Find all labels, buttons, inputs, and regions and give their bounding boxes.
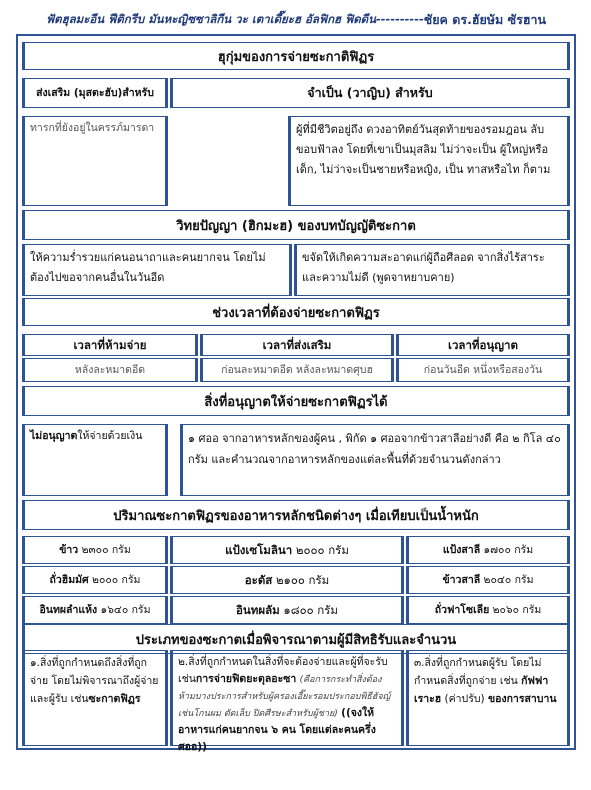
author-name: ชัยค ดร.ฮัยษัม ซัรฮาน	[423, 12, 547, 27]
section-weight-title: ปริมาณซะกาตฟิฏรของอาหารหลักชนิดต่างๆ เมื่อเทียบเป็นน้ำหนัก	[22, 500, 570, 530]
weight-chickpea	[22, 566, 168, 594]
food-name: ข้าว	[59, 544, 79, 556]
food-name: อะดัส	[244, 573, 273, 587]
obligatory-body: ผู้ที่มีชีวิตอยู่ถึง ดวงอาทิตย์วันสุดท้ายของรอมฎอน ลับขอบฟ้าลง โดยที่เขาเป็นมุสลิม ไม่ว่าจะเป็น ผู้ใหญ่หรือเด็ก, ไม่ว่าจะเป็นชายหรือหญิง, เป็น ทาสหรือไท ก็ตาม	[288, 116, 570, 206]
type-1-bold: ซะกาตฟิฏร	[88, 693, 141, 705]
time-val-recommended: ก่อนละหมาดอีด หลังละหมาดศุบฮ	[200, 358, 394, 382]
section-wisdom-title: วิทยปัญญา (ฮิกมะฮ) ของบทบัญญัติซะกาต	[22, 210, 570, 240]
obligatory-header: จำเป็น (วาญิบ) สำหรับ	[170, 78, 570, 108]
type-2-bold: การจ่ายฟิดยะตุลอะซา	[195, 673, 297, 685]
food-weight: ๑๘๐๐ กรัม	[283, 603, 338, 617]
book-title: ฟัตฮุลมะอีน ฟีติกรีบ มันหะญิซซาลิกีน วะ เตาเดี๊ยะฮ อัลฟิกฮ ฟิดดีน----------	[45, 12, 424, 26]
time-val-forbidden: หลังละหมาดอีด	[22, 358, 198, 382]
allowed-right: ๑ ศออ จากอาหารหลักของผู้คน , พิกัด ๑ ศออจากข้าวสาลีอย่างดี คือ ๒ กิโล ๔๐ กรัม และคำนวณจากอาหารหลักของแต่ละพื้นที่ด้วยจำนวนดังกล่าว	[180, 424, 570, 496]
weight-semolina	[170, 536, 404, 564]
food-name: ข้าวสาลี	[442, 574, 481, 586]
weight-dried-dates	[22, 596, 168, 624]
wisdom-left: ให้ความร่ำรวยแก่คนอนาถาและคนยากจน โดยไม่ต้องไปขอจากคนอื่นในวันอีด	[22, 244, 292, 296]
time-col-recommended: เวลาที่ส่งเสริม	[200, 334, 394, 356]
time-col-permitted: เวลาที่อนุญาต	[396, 334, 570, 356]
weight-wheat	[406, 566, 570, 594]
food-weight: ๒๐๐๐ กรัม	[92, 574, 141, 586]
type-2-bold2: ((จงให้อาหารแก่คนยากจน ๖ คน โดยแต่ละคนครึ่งศออ))	[178, 707, 376, 753]
type-3-bold2: ของการสาบาน	[487, 693, 557, 705]
food-name: ถั่วฮิมมัศ	[49, 574, 89, 586]
section-ruling-title: ฮุกุ่มของการจ่ายซะกาติฟิฏร	[22, 42, 570, 70]
food-weight: ๒๓๐๐ กรัม	[81, 544, 131, 556]
wisdom-right: ขจัดให้เกิดความสะอาดแก่ผู้ถือศีลอด จากสิ่งไร้สาระและความไม่ดี (พูดจาหยาบคาย)	[294, 244, 570, 296]
type-2-text: ๒.สิ่งที่ถูกกำหนดในสิ่งที่จะต้องจ่ายและผู้ที่จะรับ เช่น	[178, 656, 388, 685]
food-weight: ๒๐๖๐ กรัม	[492, 604, 542, 616]
section-allowed-title: สิ่งที่อนุญาตให้จ่ายซะกาตฟิฏรได้	[22, 386, 570, 416]
type-2	[170, 650, 404, 753]
food-weight: ๑๖๔๐ กรัม	[100, 604, 151, 616]
type-3-bold: กัฟฟาเราะฮ	[414, 675, 549, 705]
food-name: อินทผลำแห้ง	[39, 604, 98, 616]
page-header	[16, 8, 576, 32]
type-3	[406, 650, 570, 746]
weight-dates	[170, 596, 404, 624]
food-weight: ๒๑๐๐ กรัม	[275, 573, 330, 587]
weight-lentil	[170, 566, 404, 594]
recommended-header: ส่งเสริม (มุสตะฮับ)สำหรับ	[22, 78, 168, 108]
not-allowed-text: ให้จ่ายด้วยเงิน	[77, 430, 143, 442]
section-types-title: ประเภทของซะกาตเมื่อพิจารณาตามผู้มีสิทธิรับและจำนวน	[22, 624, 570, 654]
weight-rice	[22, 536, 168, 564]
food-name: ถั่วฟาโซเลีย	[434, 604, 490, 616]
type-2-note: (คือการกระทำสิ่งต้องห้ามบางประการสำหรับผู้ครองเอี๊ยะรอมประกอบพิธีฮัจญ์ เช่นโกนผม ตัดเล็บ ปิดศีรษะสำหรับผู้ชาย)	[178, 675, 391, 719]
food-name: แป้งเซโมลินา	[225, 543, 293, 557]
allowed-left	[22, 424, 168, 496]
section-time-title: ช่วงเวลาที่ต้องจ่ายซะกาตฟิฏร	[22, 298, 570, 326]
food-weight: ๒๐๔๐ กรัม	[483, 574, 534, 586]
type-3-tail: (ค่าปรับ)	[444, 693, 485, 705]
type-3-text: ๓.สิ่งที่ถูกกำหนดผู้รับ โดยไม่กำหนดสิ่งที่ถูกจ่าย เช่น	[414, 657, 542, 687]
time-val-permitted: ก่อนวันอีด หนึ่งหรือสองวัน	[396, 358, 570, 382]
not-allowed-label: ไม่อนุญาต	[30, 430, 78, 442]
recommended-body: ทารกที่ยังอยู่ในครรภ์มารดา	[22, 116, 168, 206]
food-name: อินทผลัม	[236, 603, 280, 617]
food-weight: ๒๐๐๐ กรัม	[295, 543, 349, 557]
food-weight: ๑๗๐๐ กรัม	[483, 544, 534, 556]
type-1-text: ๑.สิ่งที่ถูกกำหนดถึงสิ่งที่ถูกจ่าย โดยไม่พิจารณาถึงผู้จ่ายและผู้รับ เช่น	[30, 657, 159, 705]
summary-table	[16, 34, 576, 753]
food-name: แป้งสาลี	[442, 544, 481, 556]
weight-beans	[406, 596, 570, 624]
weight-flour	[406, 536, 570, 564]
type-1	[22, 650, 168, 746]
time-col-forbidden: เวลาที่ห้ามจ่าย	[22, 334, 198, 356]
